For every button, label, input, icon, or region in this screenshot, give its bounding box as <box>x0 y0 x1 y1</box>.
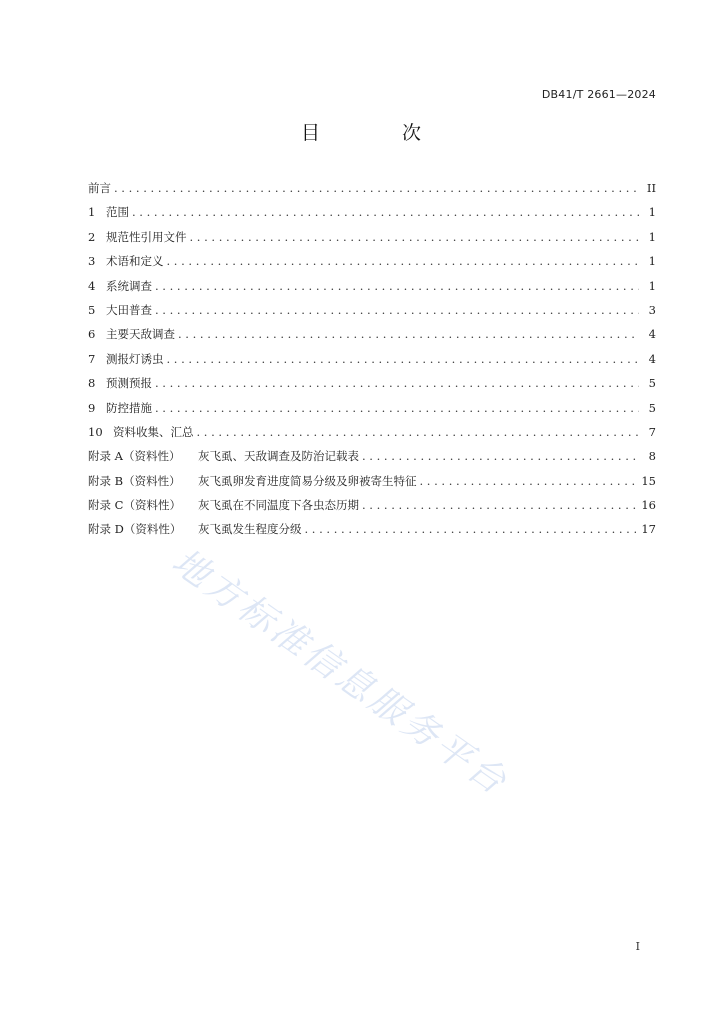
toc-entry-label: 范围 <box>106 205 129 220</box>
toc-entry-label: 前言 <box>88 181 111 195</box>
toc-leader-dots <box>155 279 639 293</box>
toc-entry-label: 灰飞虱在不同温度下各虫态历期 <box>198 498 359 513</box>
toc-entry-page: 3 <box>648 302 656 317</box>
toc-entry-label: 灰飞虱卵发育进度简易分级及卵被寄生特征 <box>198 473 417 488</box>
toc-leader-dots <box>197 425 640 439</box>
toc-leader-dots <box>167 352 640 366</box>
toc-entry-label: 测报灯诱虫 <box>106 351 164 366</box>
toc-entry-number: 5 <box>88 302 96 317</box>
toc-entry-page: 4 <box>648 351 656 366</box>
toc-entry-number: 4 <box>88 278 96 293</box>
toc-leader-dots <box>167 254 640 268</box>
toc-leader-dots <box>155 303 639 317</box>
toc-entry-label: 规范性引用文件 <box>106 229 187 244</box>
toc-entry-appendix-c[interactable] <box>88 497 656 521</box>
toc-entry-page: 5 <box>648 400 656 415</box>
toc-entry-foreword[interactable] <box>88 180 656 204</box>
toc-entry-page: 1 <box>648 205 656 220</box>
toc-entry-label: 灰飞虱、天敌调查及防治记载表 <box>198 449 359 464</box>
toc-appendix-number: 附录 A（资料性） <box>88 449 181 464</box>
toc-title: 目 次 <box>300 122 460 144</box>
toc-entry-number: 6 <box>88 327 96 342</box>
toc-entry-page: 1 <box>648 254 656 269</box>
toc-leader-dots <box>190 230 640 244</box>
toc-entry-6[interactable] <box>88 326 656 350</box>
toc-entry-label: 预测预报 <box>106 376 152 391</box>
table-of-contents <box>88 180 656 546</box>
toc-entry-number: 10 <box>88 424 103 439</box>
toc-entry-number: 1 <box>88 205 96 220</box>
toc-entry-number: 7 <box>88 351 96 366</box>
toc-leader-dots <box>420 474 637 488</box>
toc-leader-dots <box>362 449 639 463</box>
document-number: DB41/T 2661—2024 <box>541 88 656 101</box>
toc-entry-2[interactable] <box>88 229 656 253</box>
page-number: I <box>635 940 640 953</box>
toc-leader-dots <box>155 401 639 415</box>
toc-entry-page: 4 <box>648 327 656 342</box>
toc-entry-appendix-a[interactable] <box>88 448 656 472</box>
toc-entry-1[interactable] <box>88 204 656 228</box>
toc-leader-dots <box>178 327 639 341</box>
toc-entry-label: 系统调查 <box>106 278 152 293</box>
toc-entry-label: 术语和定义 <box>106 254 164 269</box>
toc-appendix-number: 附录 C（资料性） <box>88 498 181 513</box>
toc-entry-page: 7 <box>648 424 656 439</box>
toc-entry-label: 主要天敌调查 <box>106 327 175 342</box>
toc-entry-page: 8 <box>648 449 656 464</box>
toc-entry-label: 防控措施 <box>106 400 152 415</box>
toc-entry-7[interactable] <box>88 351 656 375</box>
toc-entry-number: 9 <box>88 400 96 415</box>
toc-leader-dots <box>132 205 639 219</box>
toc-entry-label: 灰飞虱发生程度分级 <box>198 522 302 537</box>
toc-entry-page: 5 <box>648 376 656 391</box>
toc-leader-dots <box>155 376 639 390</box>
toc-entry-5[interactable] <box>88 302 656 326</box>
toc-appendix-number: 附录 D（资料性） <box>88 522 182 537</box>
toc-entry-page: 17 <box>641 522 656 537</box>
toc-entry-number: 8 <box>88 376 96 391</box>
toc-leader-dots <box>114 181 639 195</box>
toc-entry-page: 1 <box>648 229 656 244</box>
toc-entry-page: 16 <box>641 498 656 513</box>
toc-leader-dots <box>305 522 637 536</box>
toc-entry-label: 资料收集、汇总 <box>113 424 194 439</box>
toc-entry-page: 1 <box>648 278 656 293</box>
toc-leader-dots <box>362 498 636 512</box>
toc-entry-4[interactable] <box>88 278 656 302</box>
toc-entry-3[interactable] <box>88 253 656 277</box>
toc-entry-appendix-d[interactable] <box>88 521 656 545</box>
toc-appendix-number: 附录 B（资料性） <box>88 473 181 488</box>
toc-entry-label: 大田普查 <box>106 302 152 317</box>
watermark: 地方标准信息服务平台 <box>164 541 516 805</box>
toc-entry-10[interactable] <box>88 424 656 448</box>
toc-entry-page: II <box>646 181 656 195</box>
toc-entry-number: 3 <box>88 254 96 269</box>
toc-entry-page: 15 <box>641 473 656 488</box>
toc-entry-9[interactable] <box>88 400 656 424</box>
toc-entry-appendix-b[interactable] <box>88 473 656 497</box>
toc-entry-number: 2 <box>88 229 96 244</box>
toc-entry-8[interactable] <box>88 375 656 399</box>
